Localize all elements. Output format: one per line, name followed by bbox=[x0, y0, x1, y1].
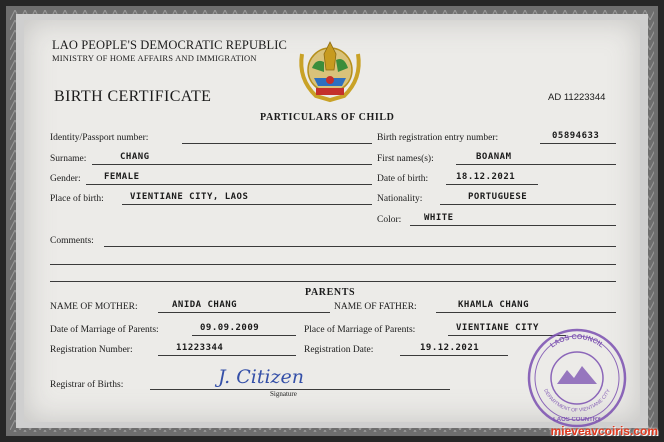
registrar-signature: J. Citizen bbox=[218, 366, 305, 388]
pob-label: Place of birth: bbox=[50, 194, 104, 204]
color-label: Color: bbox=[377, 215, 402, 225]
document-title: BIRTH CERTIFICATE bbox=[54, 88, 212, 105]
id-line bbox=[182, 143, 372, 144]
dob-label: Date of birth: bbox=[377, 174, 429, 184]
stamp-middle-text: DEPARTMENT OF VIENTIANE CITY bbox=[542, 388, 612, 414]
reg-date-line bbox=[400, 355, 508, 356]
republic-heading: LAO PEOPLE'S DEMOCRATIC REPUBLIC bbox=[52, 38, 287, 52]
marriage-date-line bbox=[192, 335, 296, 336]
reg-entry-value: 05894633 bbox=[552, 131, 600, 141]
marriage-date-label: Date of Marriage of Parents: bbox=[50, 325, 159, 335]
reg-date-label: Registration Date: bbox=[304, 345, 374, 355]
document-number: AD 11223344 bbox=[548, 92, 606, 103]
section-title-parents: PARENTS bbox=[305, 287, 356, 298]
registrar-line bbox=[150, 389, 450, 390]
reg-entry-label: Birth registration entry number: bbox=[377, 133, 499, 143]
mother-line bbox=[158, 312, 330, 313]
reg-number-line bbox=[158, 355, 296, 356]
registrar-label: Registrar of Births: bbox=[50, 380, 124, 390]
national-emblem-icon bbox=[294, 34, 366, 104]
nationality-line bbox=[440, 204, 616, 205]
surname-value: CHANG bbox=[120, 152, 150, 162]
father-label: NAME OF FATHER: bbox=[334, 302, 417, 312]
nationality-value: PORTUGUESE bbox=[468, 192, 528, 202]
surname-line bbox=[92, 164, 372, 165]
color-value: WHITE bbox=[424, 213, 454, 223]
first-names-label: First names(s): bbox=[377, 154, 434, 164]
comments-line-1 bbox=[104, 246, 616, 247]
mother-value: ANIDA CHANG bbox=[172, 300, 238, 310]
marriage-place-label: Place of Marriage of Parents: bbox=[304, 325, 416, 335]
marriage-place-value: VIENTIANE CITY bbox=[456, 323, 539, 333]
comments-label: Comments: bbox=[50, 236, 94, 246]
gender-line bbox=[86, 184, 372, 185]
gender-value: FEMALE bbox=[104, 172, 140, 182]
reg-number-label: Registration Number: bbox=[50, 345, 133, 355]
id-label: Identity/Passport number: bbox=[50, 133, 149, 143]
color-line bbox=[410, 225, 616, 226]
mother-label: NAME OF MOTHER: bbox=[50, 302, 138, 312]
pob-line bbox=[122, 204, 372, 205]
reg-number-value: 11223344 bbox=[176, 343, 224, 353]
gender-label: Gender: bbox=[50, 174, 81, 184]
father-value: KHAMLA CHANG bbox=[458, 300, 530, 310]
signature-caption: Signature bbox=[270, 390, 297, 398]
section-title-child: PARTICULARS OF CHILD bbox=[260, 112, 395, 123]
first-names-value: BOANAM bbox=[476, 152, 512, 162]
ministry-heading: MINISTRY OF HOME AFFAIRS AND IMMIGRATION bbox=[52, 53, 257, 63]
pob-value: VIENTIANE CITY, LAOS bbox=[130, 192, 249, 202]
first-names-line bbox=[456, 164, 616, 165]
surname-label: Surname: bbox=[50, 154, 87, 164]
comments-line-2 bbox=[50, 264, 616, 265]
dob-line bbox=[446, 184, 538, 185]
stamp-top-text: LAOS COUNCIL bbox=[549, 333, 605, 350]
official-stamp bbox=[524, 326, 630, 430]
site-watermark: mieveavcoiris.com bbox=[550, 424, 658, 438]
svg-text:LAOS COUNCIL bbox=[549, 334, 605, 350]
comments-line-3 bbox=[50, 281, 616, 282]
svg-text:DEPARTMENT OF VIENTIANE CITY bbox=[542, 388, 612, 414]
dob-value: 18.12.2021 bbox=[456, 172, 516, 182]
marriage-date-value: 09.09.2009 bbox=[200, 323, 260, 333]
reg-date-value: 19.12.2021 bbox=[420, 343, 480, 353]
reg-entry-line bbox=[540, 143, 616, 144]
nationality-label: Nationality: bbox=[377, 194, 423, 204]
stamp-bottom-text: LAOS COUNTRY bbox=[553, 417, 601, 423]
father-line bbox=[436, 312, 616, 313]
